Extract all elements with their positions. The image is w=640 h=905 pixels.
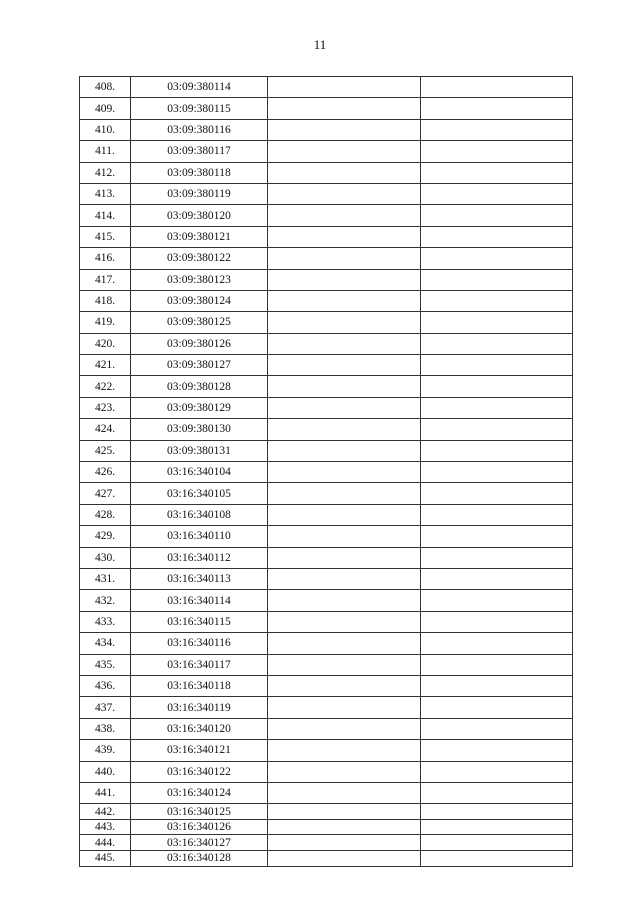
cell-col3 — [268, 290, 421, 311]
table-body — [80, 77, 573, 867]
cadastral-code: 03:09:380115 — [131, 98, 268, 119]
row-number: 427. — [80, 483, 131, 504]
row-number: 429. — [80, 526, 131, 547]
table-row — [80, 611, 573, 632]
table-row — [80, 526, 573, 547]
table-row — [80, 119, 573, 140]
table-row — [80, 376, 573, 397]
cell-col4 — [421, 248, 573, 269]
table-row — [80, 761, 573, 782]
page-number: 11 — [313, 37, 327, 52]
cadastral-code: 03:16:340117 — [131, 654, 268, 675]
table-row — [80, 226, 573, 247]
row-number: 442. — [80, 804, 131, 820]
table-row — [80, 851, 573, 867]
cell-col4 — [421, 141, 573, 162]
cadastral-code: 03:16:340120 — [131, 718, 268, 739]
cell-col4 — [421, 376, 573, 397]
row-number: 412. — [80, 162, 131, 183]
row-number: 423. — [80, 397, 131, 418]
row-number: 431. — [80, 568, 131, 589]
cell-col4 — [421, 119, 573, 140]
row-number: 433. — [80, 611, 131, 632]
cell-col3 — [268, 205, 421, 226]
cadastral-code: 03:16:340128 — [131, 851, 268, 867]
cell-col3 — [268, 504, 421, 525]
cell-col4 — [421, 851, 573, 867]
table-row — [80, 590, 573, 611]
row-number: 444. — [80, 835, 131, 851]
row-number: 422. — [80, 376, 131, 397]
cadastral-code: 03:09:380122 — [131, 248, 268, 269]
cadastral-code: 03:09:380131 — [131, 440, 268, 461]
row-number: 441. — [80, 782, 131, 803]
cell-col4 — [421, 333, 573, 354]
cell-col4 — [421, 397, 573, 418]
cell-col3 — [268, 590, 421, 611]
row-number: 435. — [80, 654, 131, 675]
cadastral-code: 03:16:340115 — [131, 611, 268, 632]
row-number: 417. — [80, 269, 131, 290]
table-row — [80, 819, 573, 835]
cell-col3 — [268, 761, 421, 782]
cell-col3 — [268, 248, 421, 269]
cell-col4 — [421, 547, 573, 568]
table-row — [80, 269, 573, 290]
cell-col3 — [268, 77, 421, 98]
table-row — [80, 782, 573, 803]
row-number: 434. — [80, 633, 131, 654]
table-row — [80, 290, 573, 311]
table-row — [80, 141, 573, 162]
cell-col4 — [421, 761, 573, 782]
cadastral-code: 03:09:380120 — [131, 205, 268, 226]
cadastral-code: 03:16:340114 — [131, 590, 268, 611]
cell-col4 — [421, 462, 573, 483]
cell-col4 — [421, 590, 573, 611]
table-row — [80, 835, 573, 851]
cell-col3 — [268, 804, 421, 820]
cell-col3 — [268, 611, 421, 632]
table-row — [80, 675, 573, 696]
cell-col4 — [421, 835, 573, 851]
cell-col3 — [268, 98, 421, 119]
cadastral-code: 03:16:340126 — [131, 819, 268, 835]
cell-col4 — [421, 162, 573, 183]
cadastral-code: 03:09:380123 — [131, 269, 268, 290]
cadastral-code: 03:09:380118 — [131, 162, 268, 183]
table-row — [80, 654, 573, 675]
cell-col3 — [268, 740, 421, 761]
cell-col4 — [421, 440, 573, 461]
row-number: 425. — [80, 440, 131, 461]
cadastral-code: 03:16:340108 — [131, 504, 268, 525]
table-row — [80, 568, 573, 589]
cadastral-code: 03:16:340110 — [131, 526, 268, 547]
cadastral-code: 03:16:340118 — [131, 675, 268, 696]
table-row — [80, 718, 573, 739]
cadastral-code: 03:09:380119 — [131, 183, 268, 204]
row-number: 413. — [80, 183, 131, 204]
cell-col3 — [268, 419, 421, 440]
table-row — [80, 312, 573, 333]
cell-col4 — [421, 526, 573, 547]
cell-col3 — [268, 782, 421, 803]
cadastral-code: 03:09:380121 — [131, 226, 268, 247]
cadastral-code: 03:16:340104 — [131, 462, 268, 483]
row-number: 410. — [80, 119, 131, 140]
cadastral-code: 03:09:380114 — [131, 77, 268, 98]
row-number: 416. — [80, 248, 131, 269]
row-number: 439. — [80, 740, 131, 761]
cell-col3 — [268, 526, 421, 547]
cadastral-code: 03:16:340113 — [131, 568, 268, 589]
document-table — [79, 76, 573, 867]
table-row — [80, 504, 573, 525]
row-number: 430. — [80, 547, 131, 568]
cell-col3 — [268, 162, 421, 183]
cell-col4 — [421, 740, 573, 761]
row-number: 428. — [80, 504, 131, 525]
cadastral-code: 03:09:380116 — [131, 119, 268, 140]
cell-col3 — [268, 333, 421, 354]
row-number: 411. — [80, 141, 131, 162]
row-number: 438. — [80, 718, 131, 739]
cadastral-code: 03:16:340105 — [131, 483, 268, 504]
cadastral-code: 03:09:380124 — [131, 290, 268, 311]
cell-col4 — [421, 483, 573, 504]
cadastral-code: 03:16:340127 — [131, 835, 268, 851]
cell-col3 — [268, 675, 421, 696]
row-number: 414. — [80, 205, 131, 226]
cell-col4 — [421, 226, 573, 247]
row-number: 421. — [80, 355, 131, 376]
cell-col3 — [268, 718, 421, 739]
cell-col4 — [421, 633, 573, 654]
row-number: 424. — [80, 419, 131, 440]
cell-col3 — [268, 141, 421, 162]
row-number: 415. — [80, 226, 131, 247]
cell-col3 — [268, 654, 421, 675]
table-row — [80, 804, 573, 820]
cell-col3 — [268, 269, 421, 290]
cell-col4 — [421, 675, 573, 696]
cell-col3 — [268, 633, 421, 654]
cadastral-code: 03:16:340124 — [131, 782, 268, 803]
table-row — [80, 98, 573, 119]
table-row — [80, 740, 573, 761]
cadastral-code: 03:16:340119 — [131, 697, 268, 718]
cadastral-code: 03:09:380130 — [131, 419, 268, 440]
cell-col4 — [421, 312, 573, 333]
cell-col3 — [268, 462, 421, 483]
cell-col4 — [421, 290, 573, 311]
cadastral-code: 03:09:380129 — [131, 397, 268, 418]
cadastral-code: 03:16:340122 — [131, 761, 268, 782]
table-row — [80, 397, 573, 418]
cell-col4 — [421, 269, 573, 290]
cell-col4 — [421, 183, 573, 204]
cell-col4 — [421, 419, 573, 440]
row-number: 418. — [80, 290, 131, 311]
row-number: 426. — [80, 462, 131, 483]
cell-col3 — [268, 440, 421, 461]
row-number: 409. — [80, 98, 131, 119]
row-number: 437. — [80, 697, 131, 718]
cell-col4 — [421, 819, 573, 835]
cell-col4 — [421, 568, 573, 589]
cell-col3 — [268, 183, 421, 204]
table-row — [80, 462, 573, 483]
cell-col4 — [421, 504, 573, 525]
cell-col4 — [421, 697, 573, 718]
cadastral-code: 03:09:380128 — [131, 376, 268, 397]
cell-col3 — [268, 226, 421, 247]
table-row — [80, 440, 573, 461]
cell-col4 — [421, 205, 573, 226]
row-number: 408. — [80, 77, 131, 98]
table-row — [80, 633, 573, 654]
row-number: 432. — [80, 590, 131, 611]
table-row — [80, 333, 573, 354]
row-number: 420. — [80, 333, 131, 354]
table-row — [80, 355, 573, 376]
cell-col4 — [421, 654, 573, 675]
cadastral-code: 03:09:380117 — [131, 141, 268, 162]
table-row — [80, 77, 573, 98]
table-row — [80, 183, 573, 204]
cell-col3 — [268, 819, 421, 835]
cadastral-code: 03:16:340112 — [131, 547, 268, 568]
cadastral-code: 03:09:380126 — [131, 333, 268, 354]
cadastral-code: 03:16:340116 — [131, 633, 268, 654]
cell-col4 — [421, 782, 573, 803]
cell-col4 — [421, 355, 573, 376]
cell-col3 — [268, 851, 421, 867]
table-row — [80, 205, 573, 226]
cell-col3 — [268, 355, 421, 376]
row-number: 436. — [80, 675, 131, 696]
cell-col4 — [421, 611, 573, 632]
table-row — [80, 248, 573, 269]
cell-col3 — [268, 483, 421, 504]
table-row — [80, 483, 573, 504]
cadastral-code: 03:16:340121 — [131, 740, 268, 761]
cell-col3 — [268, 119, 421, 140]
cell-col4 — [421, 98, 573, 119]
table-row — [80, 162, 573, 183]
cell-col3 — [268, 397, 421, 418]
cadastral-code: 03:09:380127 — [131, 355, 268, 376]
cadastral-code: 03:16:340125 — [131, 804, 268, 820]
cell-col4 — [421, 77, 573, 98]
row-number: 440. — [80, 761, 131, 782]
table-row — [80, 697, 573, 718]
cell-col4 — [421, 804, 573, 820]
row-number: 445. — [80, 851, 131, 867]
cell-col3 — [268, 568, 421, 589]
row-number: 419. — [80, 312, 131, 333]
table-row — [80, 419, 573, 440]
cell-col3 — [268, 547, 421, 568]
cell-col3 — [268, 697, 421, 718]
cadastral-code: 03:09:380125 — [131, 312, 268, 333]
table-row — [80, 547, 573, 568]
cell-col3 — [268, 376, 421, 397]
cell-col3 — [268, 312, 421, 333]
cell-col3 — [268, 835, 421, 851]
row-number: 443. — [80, 819, 131, 835]
cell-col4 — [421, 718, 573, 739]
